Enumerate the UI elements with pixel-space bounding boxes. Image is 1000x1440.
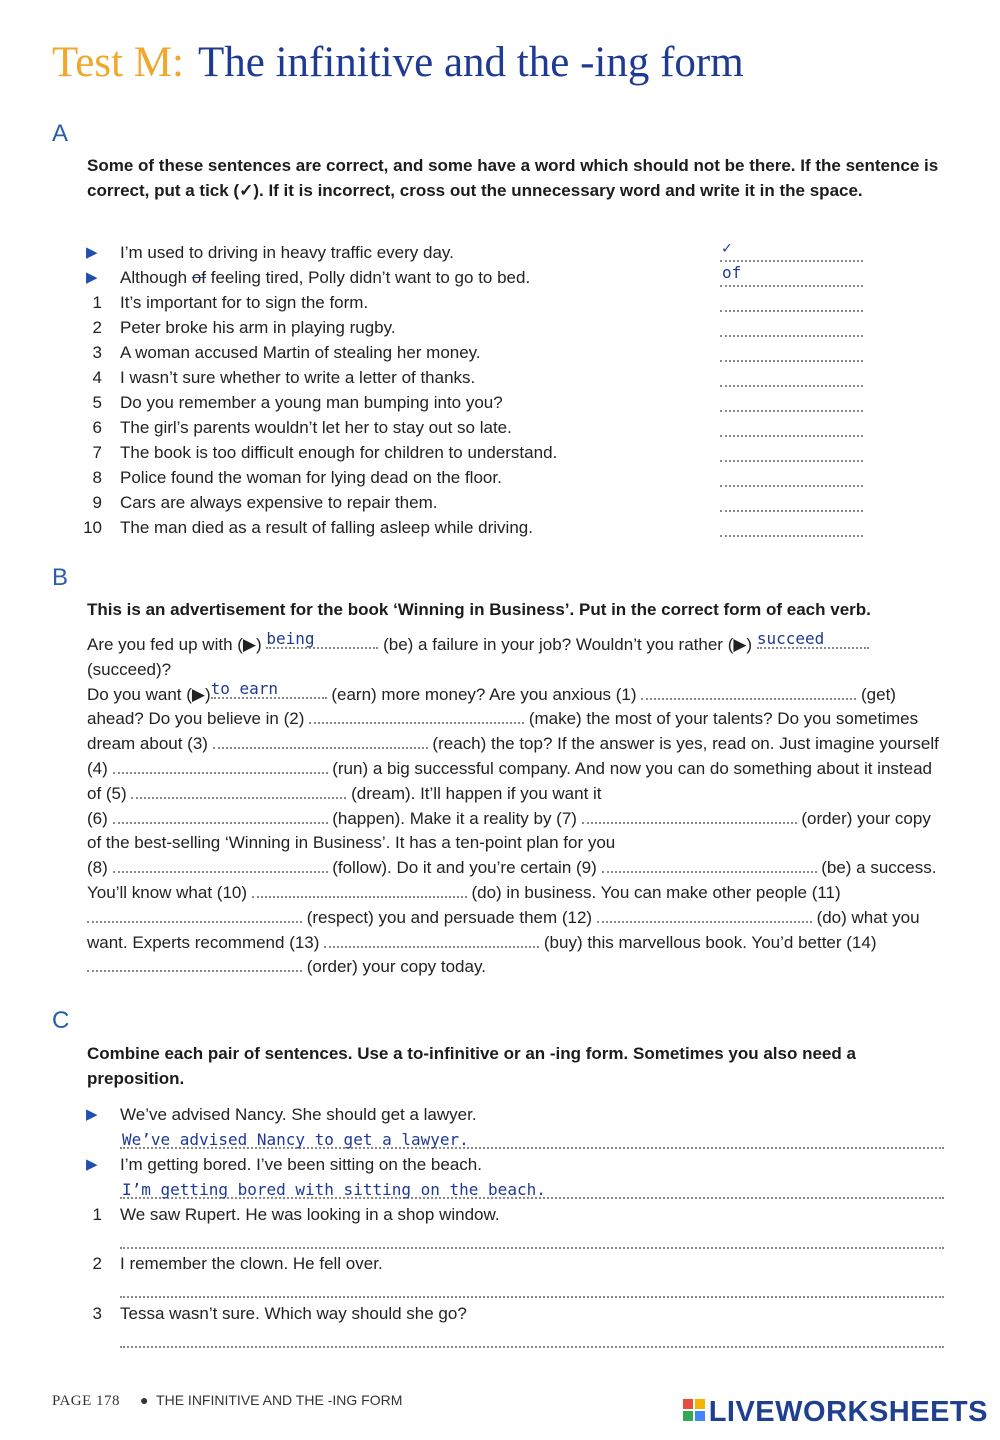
section-c-instructions: Combine each pair of sentences. Use a to-infinitive or an -ing form. Sometimes you also need a preposition. bbox=[87, 1044, 856, 1088]
footer-label: THE INFINITIVE AND THE -ING FORM bbox=[156, 1392, 403, 1408]
blank-field[interactable] bbox=[309, 708, 524, 724]
question-number: 8 bbox=[92, 468, 102, 487]
blank-field[interactable] bbox=[210, 678, 327, 699]
answer-field[interactable] bbox=[720, 467, 863, 487]
question-number: 6 bbox=[92, 418, 102, 437]
section-b-heading: B bbox=[52, 564, 69, 591]
answer-line[interactable] bbox=[120, 1324, 944, 1348]
play-arrow-icon: ▶ bbox=[86, 244, 98, 261]
blank-field[interactable] bbox=[131, 783, 346, 799]
blank-field[interactable] bbox=[266, 629, 378, 649]
sentence-text: Cars are always expensive to repair them. bbox=[120, 493, 438, 512]
handwritten-answer: We’ve advised Nancy to get a lawyer. bbox=[122, 1130, 469, 1149]
play-arrow-icon: ▶ bbox=[86, 1106, 98, 1123]
answer-field[interactable] bbox=[720, 367, 863, 387]
page-footer bbox=[52, 1392, 402, 1410]
liveworksheets-logo bbox=[683, 1396, 988, 1429]
blank-field[interactable] bbox=[582, 808, 797, 824]
answer-field[interactable] bbox=[720, 517, 863, 537]
test-label: Test M: bbox=[52, 39, 184, 86]
question-number: 2 bbox=[92, 1254, 102, 1273]
title-text: The infinitive and the -ing form bbox=[197, 39, 744, 86]
sentence-text: A woman accused Martin of stealing her money. bbox=[120, 343, 481, 362]
question-number: 3 bbox=[92, 1304, 102, 1323]
answer-line[interactable] bbox=[120, 1225, 944, 1249]
sentence-text: It’s important for to sign the form. bbox=[120, 293, 369, 312]
logo-text: LIVEWORKSHEETS bbox=[708, 1396, 988, 1428]
blank-field[interactable] bbox=[113, 808, 328, 824]
section-a-instructions: Some of these sentences are correct, and some have a word which should not be there. If the sentence is correct, put a tick (✓). If it is incorrect, cross out the unnecessary word and write it in the space. bbox=[87, 156, 939, 200]
question-number: 7 bbox=[92, 443, 102, 462]
sentence-text: I remember the clown. He fell over. bbox=[120, 1254, 383, 1273]
answer-field[interactable] bbox=[720, 342, 863, 362]
answer-field[interactable] bbox=[720, 442, 863, 462]
sentence-text: Police found the woman for lying dead on the floor. bbox=[120, 468, 502, 487]
question-number: 4 bbox=[92, 368, 102, 387]
question-number: 9 bbox=[92, 493, 102, 512]
play-arrow-icon: ▶ bbox=[86, 1156, 98, 1173]
blank-field[interactable] bbox=[641, 684, 856, 700]
question-number: 10 bbox=[83, 518, 102, 537]
handwritten-answer: to earn bbox=[210, 678, 279, 698]
handwritten-answer: of bbox=[722, 263, 742, 282]
handwritten-answer: succeed bbox=[756, 629, 825, 648]
sentence-text: The girl’s parents wouldn’t let her to stay out so late. bbox=[120, 418, 512, 437]
question-number: 5 bbox=[92, 393, 102, 412]
page-number: PAGE 178 bbox=[52, 1393, 121, 1409]
sentence-text: I wasn’t sure whether to write a letter of thanks. bbox=[120, 368, 476, 387]
answer-field[interactable] bbox=[720, 263, 863, 287]
answer-field[interactable] bbox=[720, 417, 863, 437]
blank-field[interactable] bbox=[597, 907, 812, 923]
answer-field[interactable] bbox=[720, 317, 863, 337]
question-number: 1 bbox=[92, 1205, 102, 1224]
section-b-instructions: This is an advertisement for the book ‘Winning in Business’. Put in the correct form of each verb. bbox=[87, 600, 871, 619]
sentence-text: Do you remember a young man bumping into you? bbox=[120, 393, 503, 412]
page-title bbox=[52, 38, 744, 87]
blank-field[interactable] bbox=[602, 857, 817, 873]
sentence-text: The man died as a result of falling asleep while driving. bbox=[120, 518, 533, 537]
blank-field[interactable] bbox=[87, 956, 302, 972]
section-a-heading: A bbox=[52, 120, 69, 147]
sentence-text: Although of feeling tired, Polly didn’t want to go to bed. bbox=[120, 268, 531, 287]
section-c-heading: C bbox=[52, 1007, 70, 1034]
blank-field[interactable] bbox=[113, 857, 328, 873]
handwritten-answer: I’m getting bored with sitting on the beach. bbox=[122, 1180, 546, 1199]
answer-field[interactable] bbox=[720, 392, 863, 412]
answer-field[interactable] bbox=[720, 492, 863, 512]
answer-field[interactable] bbox=[720, 292, 863, 312]
sentence-text: I’m used to driving in heavy traffic every day. bbox=[120, 243, 454, 262]
bullet-icon: ● bbox=[139, 1392, 149, 1408]
sentence-text: We’ve advised Nancy. She should get a lawyer. bbox=[120, 1105, 477, 1124]
question-number: 3 bbox=[92, 343, 102, 362]
advertisement-text: Are you fed up with (▶) being (be) a failure in your job? Wouldn’t you rather (▶) succeed (succeed)? Do you want (▶)to earn (earn) more money? Are you anxious (1) (get) ahead? Do you believe in (2) (make) the most of your talents? Do you sometimes dream about (3) (reach) the top? If the answer is yes, read on. Just imagine yourself (4) (run) a big successful company. And now you can do something about it instead of (5) (dream). It’ll happen if you want it (6) (happen). Make it a reality by (7) (order) your copy of the best-selling ‘Winning in Business’. It has a ten-point plan for you (8) (follow). Do it and you’re certain (9) (be) a success. You’ll know what (10) (do) in business. You can make other people (11) (respect) you and persuade them (12) (do) what you want. Experts recommend (13) (buy) this marvellous book. You’d better (14) (order) your copy today. bbox=[87, 629, 939, 977]
sentence-text: Tessa wasn’t sure. Which way should she go? bbox=[120, 1304, 467, 1323]
play-arrow-icon: ▶ bbox=[86, 269, 98, 286]
question-number: 2 bbox=[92, 318, 102, 337]
sentence-text: I’m getting bored. I’ve been sitting on the beach. bbox=[120, 1155, 482, 1174]
question-number: 1 bbox=[92, 293, 102, 312]
blank-field[interactable] bbox=[324, 932, 539, 948]
handwritten-answer: being bbox=[266, 629, 315, 648]
logo-icon bbox=[683, 1399, 705, 1421]
blank-field[interactable] bbox=[756, 629, 869, 649]
struck-word: of bbox=[191, 268, 207, 287]
answer-line[interactable] bbox=[120, 1125, 944, 1149]
answer-line[interactable] bbox=[120, 1175, 944, 1199]
answer-field[interactable] bbox=[720, 238, 863, 262]
sentence-text: The book is too difficult enough for children to understand. bbox=[120, 443, 558, 462]
sentence-text: We saw Rupert. He was looking in a shop window. bbox=[120, 1205, 500, 1224]
blank-field[interactable] bbox=[113, 758, 328, 774]
handwritten-answer: ✓ bbox=[722, 238, 732, 257]
blank-field[interactable] bbox=[87, 907, 302, 923]
answer-line[interactable] bbox=[120, 1274, 944, 1298]
blank-field[interactable] bbox=[213, 733, 428, 749]
sentence-text: Peter broke his arm in playing rugby. bbox=[120, 318, 396, 337]
blank-field[interactable] bbox=[252, 882, 467, 898]
